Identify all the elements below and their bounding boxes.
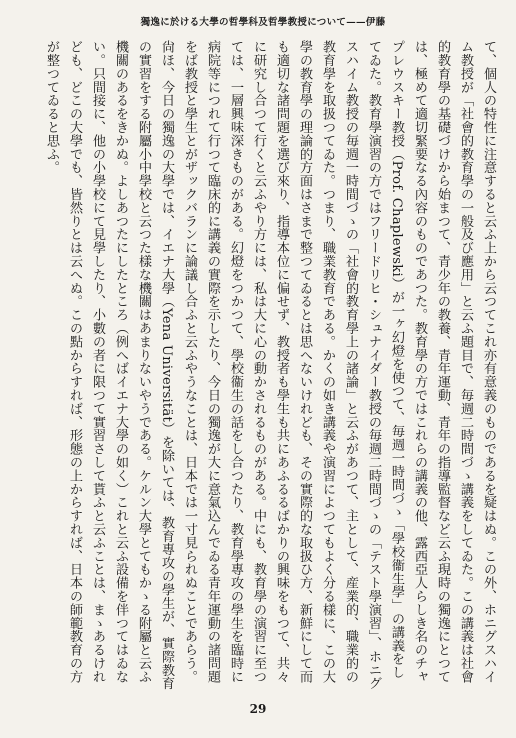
page-number: 29 <box>249 702 267 716</box>
body-text <box>22 40 500 692</box>
body-paragraph: て、個人の特性に注意すると云ふ上から云つてこれ亦有意義のものであるを疑はぬ。この外、ホニグスハイム教授が「社會的教育學の一般及び應用」と云ふ題目で、毎週二時間づゝ講義をしてゐた。この講義は社會的教育學の基礎づけから始まつて、青少年の教養、青年運動、青年の指導監督など云ふ現時の獨逸にとつては、極めて適切緊要なる內容のものであつた。教育學の方ではこれらの講義の他、露西亞人らしき名のチャプレウスキー教授（Prof. Chaplewski）が一ヶ幻燈を使つて、毎週一時間づゝ「學校衞生學」の講義をしてゐた。教育學演習の方ではフリードリヒ・シュナイダー教授の毎週二時間づゝの「テスト學演習」、ホニグスハイム教授の毎週一時間づゝの「社會的教育學上の諸論」と云ふがあつて、主として、産業的、職業的の教育學を取扱つてゐた。つまり、職業教育である。かくの如き講義や演習によつてもよく分る樣に、この大學の教育學の理論的方面はさまで整つてゐるとは思へないけれども、その實際的な取扱ひ方、新鮮にして而も適切な諸問題を選び來り、指導本位に偏せず、教授者も學生も共にあふるるばかりの興味をもつて、共々に研究し合つて行くと云ふやり方には、私は大に心の動かされるものがある。中にも、教育學の演習に至つては、一層興味深きものがある。幻燈をつかつて、學校衞生の話をし合つたり、教育學專攻の學生を臨時に病院等につれて行つて臨床的に講義の實際を示したり、今日の獨逸が大に意氣込んでゐる青年運動の諸問題をば教授と學生とがザックバランに論議し合ふと云ふやうなことは、日本では一寸見られぬことであらう。尙ほ、今日の獨逸の大學では、イエナ大學（Yena Universität）を除いては、教育專攻の學生が、實際教育の實習をする附屬小中學校と云つた樣な機關はあまりないやうである。ケルン大學とてもかゝる附屬と云ふ機關のあるをきかぬ。よしあつたにしたところ（例へばイエナ大學の如く）これと云ふ設備を伴つてはゐない。只間接に、他の小學校にて見學したり、小數の者に限つて實習さして貰ふと云ふことは、まゝあるけれども、どこの大學でも、皆然りとは云へぬ。この點からすれば、形態の上からすれば、日本の師範教育の方が整つてゐると思ふ。 <box>44 40 496 690</box>
running-head: 獨逸に於ける大學の哲學科及哲學教授について——伊藤 <box>140 17 386 28</box>
